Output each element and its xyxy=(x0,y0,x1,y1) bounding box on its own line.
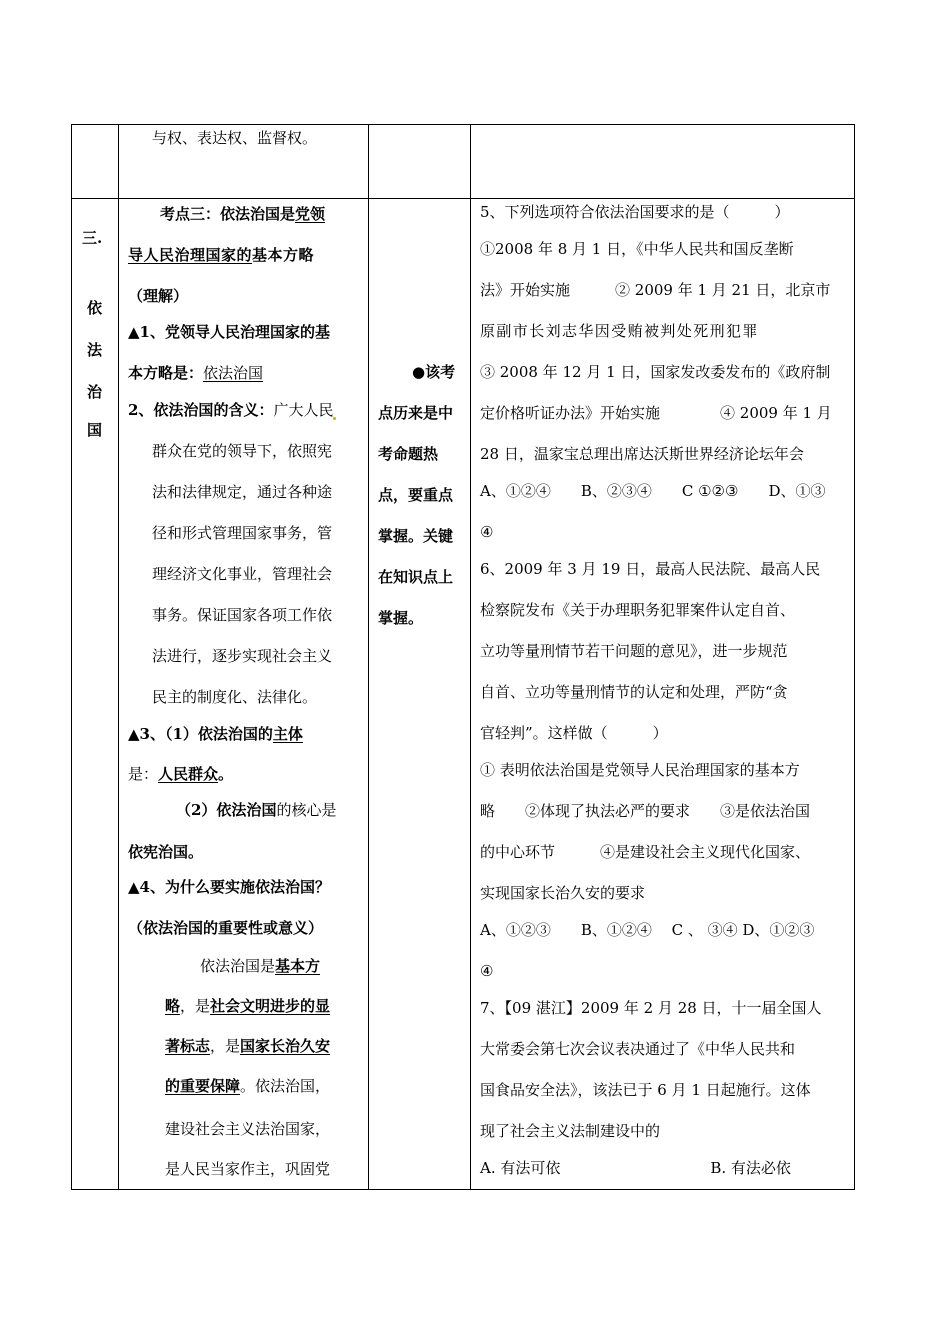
point2-text: 广大人民 xyxy=(273,401,334,419)
exercise-line: A. 有法可依 B. 有法必依 xyxy=(480,1159,791,1177)
note-line: ●该考 xyxy=(412,363,456,381)
point4-line xyxy=(165,1076,330,1096)
kp-suffix: 基本方略 xyxy=(252,246,315,264)
table-border-bottom xyxy=(71,1189,855,1190)
row1-text-line xyxy=(152,128,317,148)
point1-answer: 依法治国 xyxy=(203,364,264,382)
point4-line: 建设社会主义法治国家， xyxy=(165,1120,331,1138)
mark-dot xyxy=(333,417,336,420)
point4-underlined: 著标志 xyxy=(165,1037,211,1055)
exercise-line: 略 ②体现了执法必严的要求 ③是依法治国 xyxy=(480,802,811,820)
exercise-line: 6、2009 年 3 月 19 日，最高人民法院、最高人民 xyxy=(480,560,821,578)
kp-line xyxy=(128,245,314,265)
point2-line: 法和法律规定，通过各种途 xyxy=(152,483,333,501)
point2-line: 理经济文化事业，管理社会 xyxy=(152,565,333,583)
section-number: 三. xyxy=(82,229,103,247)
exercise-line: ① 表明依法治国是党领导人民治理国家的基本方 xyxy=(480,761,800,779)
exercise-line: ④ xyxy=(480,523,494,541)
point4-line: （依法治国的重要性或意义） xyxy=(128,919,324,937)
exercise-line: 28 日，温家宝总理出席达沃斯世界经济论坛年会 xyxy=(480,445,804,463)
kp-prefix: 考点三：依法治国是 xyxy=(160,205,296,223)
point2-line xyxy=(128,400,336,420)
point3-line: 依宪治国。 xyxy=(128,843,204,861)
exercise-line: 原副市长刘志华因受贿被判处死刑犯罪 xyxy=(480,322,759,340)
point4-underlined: 基本方 xyxy=(275,957,321,975)
exercise-line: ③ 2008 年 12 月 1 日，国家发改委发布的《政府制 xyxy=(480,363,831,381)
point2-line: 事务。保证国家各项工作依 xyxy=(152,606,333,624)
point2-line: 法进行，逐步实现社会主义 xyxy=(152,647,333,665)
point4-underlined: 国家长治久安 xyxy=(240,1037,331,1055)
exercise-line: 法》开始实施 ② 2009 年 1 月 21 日，北京市 xyxy=(480,281,831,299)
row-divider xyxy=(71,198,855,199)
point4-text: ，是 xyxy=(180,997,211,1015)
note-line: 考命题热 xyxy=(378,445,439,463)
column-divider-2 xyxy=(368,124,369,1190)
point4-underlined: 略 xyxy=(165,997,181,1015)
section-title-char: 依 xyxy=(87,299,103,317)
exercise-line: 大常委会第七次会议表决通过了《中华人民共和 xyxy=(480,1040,796,1058)
note-line: 点历来是中 xyxy=(378,404,454,422)
point4-text: ，是 xyxy=(210,1037,241,1055)
point3-text: ▲3、（1）依法治国的 xyxy=(128,725,273,743)
point1-line xyxy=(128,363,263,383)
point2-line: 群众在党的领导下，依照宪 xyxy=(152,442,333,460)
note-line: 点，要重点 xyxy=(378,486,454,504)
point4-line xyxy=(200,956,320,976)
row1-text: 与权、表达权、监督权。 xyxy=(152,129,318,147)
point4-line xyxy=(165,996,330,1016)
point4-underlined: 社会文明进步的显 xyxy=(210,997,331,1015)
exercise-line: A、①②④ B、②③④ C ①②③ D、①③ xyxy=(480,482,826,500)
exercise-line: 立功等量刑情节若干问题的意见》，进一步规范 xyxy=(480,642,788,660)
point2-line: 民主的制度化、法律化。 xyxy=(152,688,318,706)
note-line: 掌握。关键 xyxy=(378,527,454,545)
table-border-left xyxy=(71,124,72,1190)
kp-line xyxy=(160,204,325,224)
point2-line: 径和形式管理国家事务，管 xyxy=(152,524,333,542)
point2-label: 2、依法治国的含义： xyxy=(128,401,274,419)
exercise-line: 实现国家长治久安的要求 xyxy=(480,884,646,902)
exercise-line: 的中心环节 ④是建设社会主义现代化国家、 xyxy=(480,843,811,861)
point1-label: 本方略是： xyxy=(128,364,204,382)
exercise-line: 定价格听证办法》开始实施 ④ 2009 年 1 月 xyxy=(480,404,832,422)
point3-line xyxy=(128,724,303,744)
exercise-line: 自首、立功等量刑情节的认定和处理，严防“贪 xyxy=(480,683,788,701)
column-divider-3 xyxy=(470,124,471,1190)
kp-underlined: 党领 xyxy=(295,205,326,223)
exercise-line: 7、【09 湛江】2009 年 2 月 28 日，十一届全国人 xyxy=(480,999,822,1017)
exercise-line: A、①②③ B、①②④ C 、 ③④ D、①②③ xyxy=(480,921,815,939)
point4-text: 。依法治国， xyxy=(240,1077,331,1095)
exercise-line: 官轻判”。这样做（ ） xyxy=(480,724,668,742)
section-title-char: 法 xyxy=(87,341,103,359)
point3-underlined: 人民群众 xyxy=(158,765,219,783)
point3-underlined: 主体 xyxy=(272,725,303,743)
kp-level: （理解） xyxy=(128,287,189,305)
section-title-char: 治 xyxy=(87,383,103,401)
exercise-line: 检察院发布《关于办理职务犯罪案件认定自首、 xyxy=(480,601,796,619)
kp-underlined: 导人民治理国家的 xyxy=(128,246,253,264)
point1-line: ▲1、党领导人民治理国家的基 xyxy=(128,323,330,341)
point3-line xyxy=(128,764,233,784)
exercise-line: ①2008 年 8 月 1 日，《中华人民共和国反垄断 xyxy=(480,240,794,258)
point4-line xyxy=(165,1036,330,1056)
point3-text: 的核心是 xyxy=(276,801,337,819)
point4-text: 依法治国是 xyxy=(200,957,276,975)
table-border-right xyxy=(854,124,855,1190)
column-divider-1 xyxy=(118,124,119,1190)
exercise-line: 国食品安全法》，该法已于 6 月 1 日起施行。这体 xyxy=(480,1081,811,1099)
point4-line: ▲4、为什么要实施依法治国？ xyxy=(128,878,330,896)
table-border-top xyxy=(71,124,855,125)
point4-underlined: 的重要保障 xyxy=(165,1077,241,1095)
note-line: 掌握。 xyxy=(378,609,424,627)
point3-bold: （2）依法治国 xyxy=(176,801,277,819)
exercise-line: ④ xyxy=(480,962,494,980)
exercise-line: 现了社会主义法制建设中的 xyxy=(480,1122,661,1140)
point4-line: 是人民当家作主，巩固党 xyxy=(165,1160,331,1178)
point3-text: 是： xyxy=(128,765,159,783)
point3-line xyxy=(176,800,336,820)
exercise-line: 5、下列选项符合依法治国要求的是（ ） xyxy=(480,203,790,221)
section-title-char: 国 xyxy=(87,421,103,439)
point3-text: 。 xyxy=(218,765,234,783)
note-line: 在知识点上 xyxy=(378,568,454,586)
